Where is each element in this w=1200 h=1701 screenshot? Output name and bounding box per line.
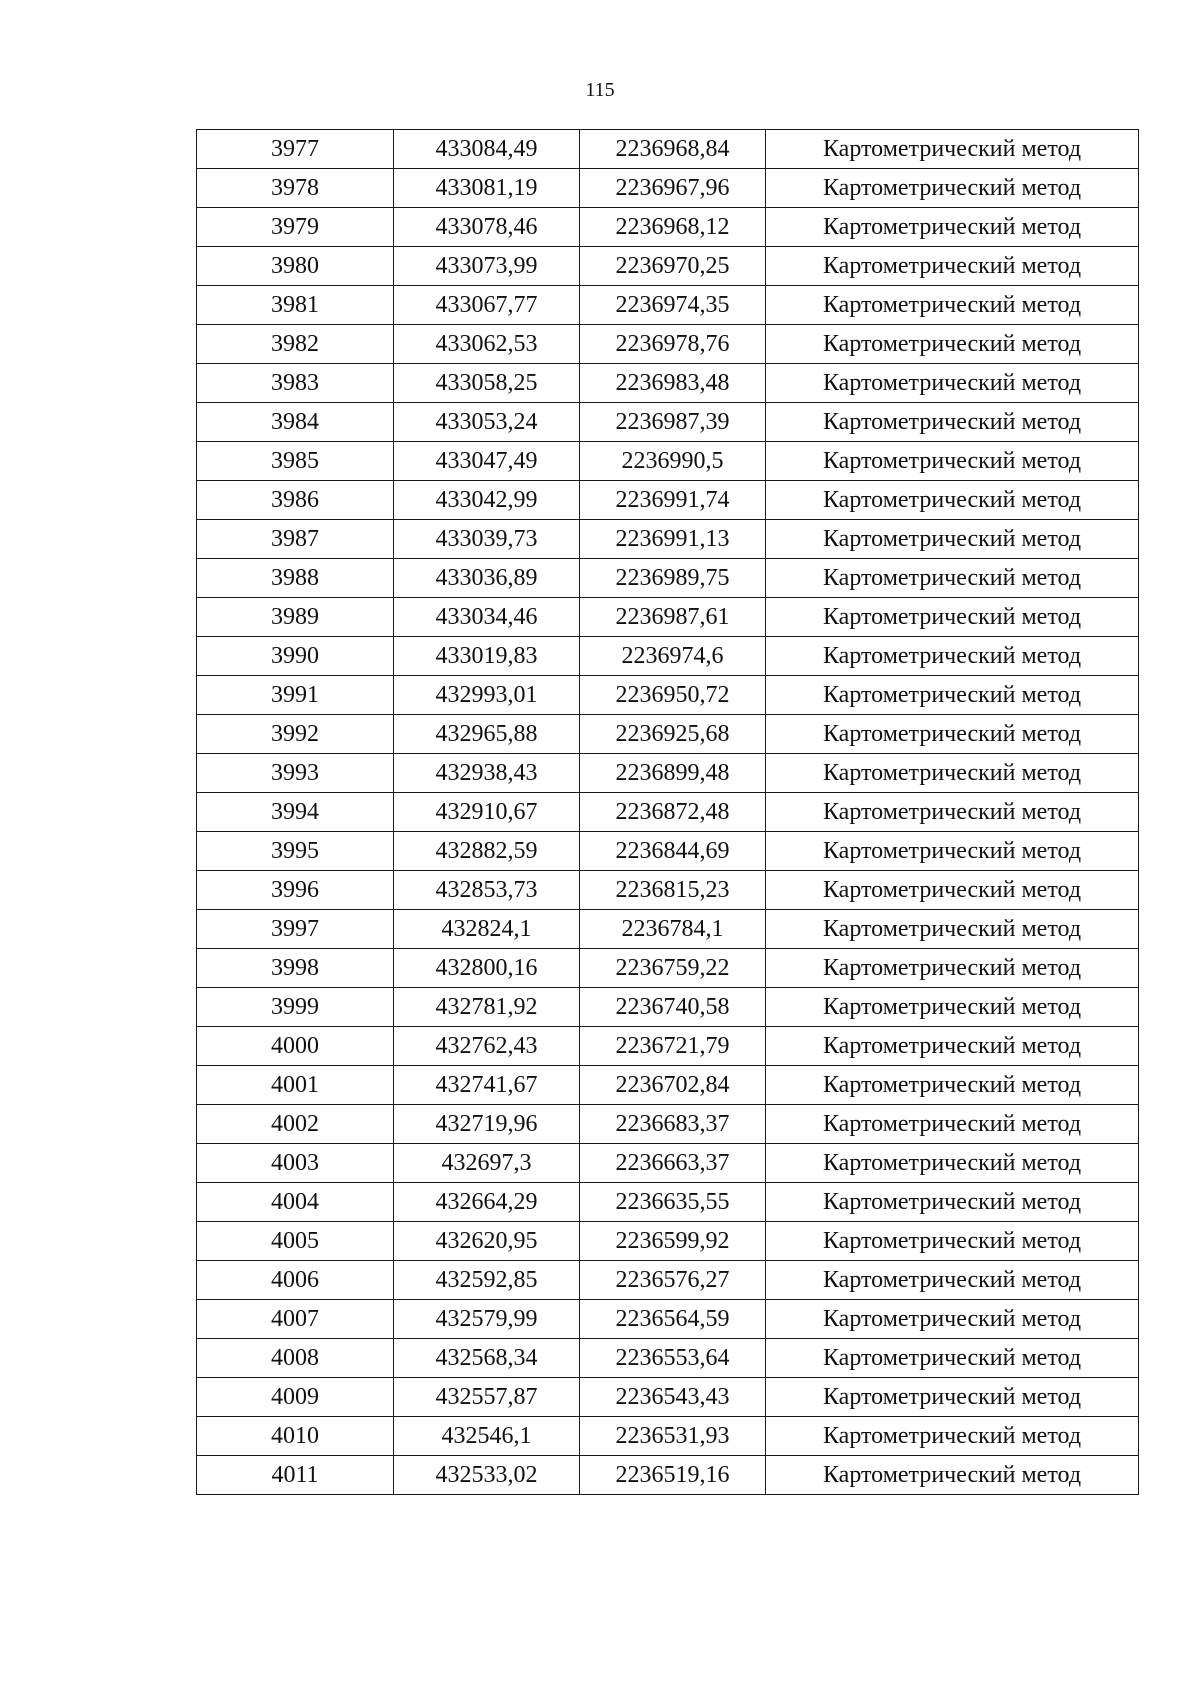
x-coordinate-cell: 432853,73 — [394, 871, 580, 910]
method-cell: Картометрический метод — [766, 325, 1139, 364]
method-cell: Картометрический метод — [766, 949, 1139, 988]
method-cell: Картометрический метод — [766, 1261, 1139, 1300]
method-cell: Картометрический метод — [766, 1456, 1139, 1495]
table-row — [197, 715, 1139, 754]
y-coordinate-cell: 2236519,16 — [580, 1456, 766, 1495]
point-number-cell: 4002 — [197, 1105, 394, 1144]
x-coordinate-cell: 432579,99 — [394, 1300, 580, 1339]
y-coordinate-cell: 2236987,39 — [580, 403, 766, 442]
method-cell: Картометрический метод — [766, 1300, 1139, 1339]
method-cell: Картометрический метод — [766, 364, 1139, 403]
x-coordinate-cell: 433084,49 — [394, 130, 580, 169]
table-row — [197, 637, 1139, 676]
x-coordinate-cell: 432741,67 — [394, 1066, 580, 1105]
point-number-cell: 3982 — [197, 325, 394, 364]
x-coordinate-cell: 432762,43 — [394, 1027, 580, 1066]
x-coordinate-cell: 433034,46 — [394, 598, 580, 637]
method-cell: Картометрический метод — [766, 1222, 1139, 1261]
y-coordinate-cell: 2236872,48 — [580, 793, 766, 832]
point-number-cell: 3988 — [197, 559, 394, 598]
x-coordinate-cell: 432592,85 — [394, 1261, 580, 1300]
table-row — [197, 247, 1139, 286]
point-number-cell: 3995 — [197, 832, 394, 871]
method-cell: Картометрический метод — [766, 910, 1139, 949]
point-number-cell: 3992 — [197, 715, 394, 754]
method-cell: Картометрический метод — [766, 1066, 1139, 1105]
point-number-cell: 3998 — [197, 949, 394, 988]
y-coordinate-cell: 2236967,96 — [580, 169, 766, 208]
table-row — [197, 988, 1139, 1027]
x-coordinate-cell: 433019,83 — [394, 637, 580, 676]
method-cell: Картометрический метод — [766, 1339, 1139, 1378]
method-cell: Картометрический метод — [766, 637, 1139, 676]
point-number-cell: 3978 — [197, 169, 394, 208]
point-number-cell: 4000 — [197, 1027, 394, 1066]
method-cell: Картометрический метод — [766, 754, 1139, 793]
method-cell: Картометрический метод — [766, 520, 1139, 559]
x-coordinate-cell: 432910,67 — [394, 793, 580, 832]
coordinates-table — [196, 129, 1139, 1495]
x-coordinate-cell: 433039,73 — [394, 520, 580, 559]
point-number-cell: 3997 — [197, 910, 394, 949]
table-row — [197, 1261, 1139, 1300]
table-row — [197, 910, 1139, 949]
x-coordinate-cell: 433073,99 — [394, 247, 580, 286]
y-coordinate-cell: 2236721,79 — [580, 1027, 766, 1066]
method-cell: Картометрический метод — [766, 208, 1139, 247]
table-row — [197, 793, 1139, 832]
table-row — [197, 1339, 1139, 1378]
x-coordinate-cell: 433058,25 — [394, 364, 580, 403]
point-number-cell: 3994 — [197, 793, 394, 832]
x-coordinate-cell: 432546,1 — [394, 1417, 580, 1456]
table-row — [197, 1378, 1139, 1417]
y-coordinate-cell: 2236968,84 — [580, 130, 766, 169]
x-coordinate-cell: 433042,99 — [394, 481, 580, 520]
method-cell: Картометрический метод — [766, 481, 1139, 520]
method-cell: Картометрический метод — [766, 988, 1139, 1027]
x-coordinate-cell: 432824,1 — [394, 910, 580, 949]
table-row — [197, 325, 1139, 364]
point-number-cell: 3985 — [197, 442, 394, 481]
point-number-cell: 4007 — [197, 1300, 394, 1339]
coordinates-table-body — [197, 130, 1139, 1495]
table-row — [197, 1066, 1139, 1105]
table-row — [197, 949, 1139, 988]
table-row — [197, 1417, 1139, 1456]
table-row — [197, 1105, 1139, 1144]
x-coordinate-cell: 432882,59 — [394, 832, 580, 871]
x-coordinate-cell: 432568,34 — [394, 1339, 580, 1378]
method-cell: Картометрический метод — [766, 1105, 1139, 1144]
y-coordinate-cell: 2236740,58 — [580, 988, 766, 1027]
y-coordinate-cell: 2236553,64 — [580, 1339, 766, 1378]
y-coordinate-cell: 2236899,48 — [580, 754, 766, 793]
x-coordinate-cell: 432664,29 — [394, 1183, 580, 1222]
y-coordinate-cell: 2236543,43 — [580, 1378, 766, 1417]
table-row — [197, 208, 1139, 247]
y-coordinate-cell: 2236844,69 — [580, 832, 766, 871]
y-coordinate-cell: 2236978,76 — [580, 325, 766, 364]
point-number-cell: 3999 — [197, 988, 394, 1027]
method-cell: Картометрический метод — [766, 403, 1139, 442]
table-row — [197, 520, 1139, 559]
y-coordinate-cell: 2236683,37 — [580, 1105, 766, 1144]
method-cell: Картометрический метод — [766, 832, 1139, 871]
point-number-cell: 3987 — [197, 520, 394, 559]
point-number-cell: 4004 — [197, 1183, 394, 1222]
point-number-cell: 3979 — [197, 208, 394, 247]
y-coordinate-cell: 2236974,35 — [580, 286, 766, 325]
method-cell: Картометрический метод — [766, 1183, 1139, 1222]
table-row — [197, 1300, 1139, 1339]
y-coordinate-cell: 2236564,59 — [580, 1300, 766, 1339]
y-coordinate-cell: 2236983,48 — [580, 364, 766, 403]
table-row — [197, 481, 1139, 520]
method-cell: Картометрический метод — [766, 1417, 1139, 1456]
y-coordinate-cell: 2236599,92 — [580, 1222, 766, 1261]
y-coordinate-cell: 2236950,72 — [580, 676, 766, 715]
method-cell: Картометрический метод — [766, 559, 1139, 598]
point-number-cell: 3986 — [197, 481, 394, 520]
y-coordinate-cell: 2236991,74 — [580, 481, 766, 520]
x-coordinate-cell: 433067,77 — [394, 286, 580, 325]
method-cell: Картометрический метод — [766, 130, 1139, 169]
method-cell: Картометрический метод — [766, 1027, 1139, 1066]
x-coordinate-cell: 433053,24 — [394, 403, 580, 442]
point-number-cell: 4008 — [197, 1339, 394, 1378]
point-number-cell: 4003 — [197, 1144, 394, 1183]
point-number-cell: 3984 — [197, 403, 394, 442]
x-coordinate-cell: 432800,16 — [394, 949, 580, 988]
x-coordinate-cell: 432719,96 — [394, 1105, 580, 1144]
table-row — [197, 676, 1139, 715]
y-coordinate-cell: 2236784,1 — [580, 910, 766, 949]
page-number: 115 — [585, 79, 615, 101]
x-coordinate-cell: 432781,92 — [394, 988, 580, 1027]
x-coordinate-cell: 433062,53 — [394, 325, 580, 364]
point-number-cell: 4009 — [197, 1378, 394, 1417]
method-cell: Картометрический метод — [766, 715, 1139, 754]
x-coordinate-cell: 432938,43 — [394, 754, 580, 793]
table-row — [197, 130, 1139, 169]
y-coordinate-cell: 2236925,68 — [580, 715, 766, 754]
table-row — [197, 832, 1139, 871]
method-cell: Картометрический метод — [766, 598, 1139, 637]
table-row — [197, 871, 1139, 910]
y-coordinate-cell: 2236970,25 — [580, 247, 766, 286]
y-coordinate-cell: 2236974,6 — [580, 637, 766, 676]
x-coordinate-cell: 432993,01 — [394, 676, 580, 715]
method-cell: Картометрический метод — [766, 247, 1139, 286]
point-number-cell: 3996 — [197, 871, 394, 910]
point-number-cell: 3980 — [197, 247, 394, 286]
y-coordinate-cell: 2236663,37 — [580, 1144, 766, 1183]
y-coordinate-cell: 2236968,12 — [580, 208, 766, 247]
method-cell: Картометрический метод — [766, 169, 1139, 208]
y-coordinate-cell: 2236635,55 — [580, 1183, 766, 1222]
y-coordinate-cell: 2236702,84 — [580, 1066, 766, 1105]
x-coordinate-cell: 433078,46 — [394, 208, 580, 247]
method-cell: Картометрический метод — [766, 442, 1139, 481]
point-number-cell: 4010 — [197, 1417, 394, 1456]
x-coordinate-cell: 433047,49 — [394, 442, 580, 481]
table-row — [197, 754, 1139, 793]
y-coordinate-cell: 2236987,61 — [580, 598, 766, 637]
method-cell: Картометрический метод — [766, 793, 1139, 832]
point-number-cell: 4011 — [197, 1456, 394, 1495]
table-row — [197, 364, 1139, 403]
y-coordinate-cell: 2236815,23 — [580, 871, 766, 910]
table-row — [197, 286, 1139, 325]
table-row — [197, 403, 1139, 442]
x-coordinate-cell: 432697,3 — [394, 1144, 580, 1183]
y-coordinate-cell: 2236991,13 — [580, 520, 766, 559]
point-number-cell: 3989 — [197, 598, 394, 637]
point-number-cell: 3991 — [197, 676, 394, 715]
point-number-cell: 3990 — [197, 637, 394, 676]
x-coordinate-cell: 433036,89 — [394, 559, 580, 598]
point-number-cell: 4001 — [197, 1066, 394, 1105]
table-row — [197, 1183, 1139, 1222]
method-cell: Картометрический метод — [766, 1378, 1139, 1417]
y-coordinate-cell: 2236990,5 — [580, 442, 766, 481]
point-number-cell: 3981 — [197, 286, 394, 325]
method-cell: Картометрический метод — [766, 1144, 1139, 1183]
table-row — [197, 1144, 1139, 1183]
x-coordinate-cell: 432533,02 — [394, 1456, 580, 1495]
method-cell: Картометрический метод — [766, 286, 1139, 325]
point-number-cell: 4005 — [197, 1222, 394, 1261]
table-row — [197, 169, 1139, 208]
point-number-cell: 4006 — [197, 1261, 394, 1300]
y-coordinate-cell: 2236989,75 — [580, 559, 766, 598]
method-cell: Картометрический метод — [766, 871, 1139, 910]
table-row — [197, 559, 1139, 598]
table-row — [197, 1456, 1139, 1495]
x-coordinate-cell: 432620,95 — [394, 1222, 580, 1261]
point-number-cell: 3993 — [197, 754, 394, 793]
x-coordinate-cell: 433081,19 — [394, 169, 580, 208]
table-row — [197, 1222, 1139, 1261]
y-coordinate-cell: 2236759,22 — [580, 949, 766, 988]
y-coordinate-cell: 2236576,27 — [580, 1261, 766, 1300]
point-number-cell: 3983 — [197, 364, 394, 403]
table-row — [197, 442, 1139, 481]
table-row — [197, 1027, 1139, 1066]
y-coordinate-cell: 2236531,93 — [580, 1417, 766, 1456]
point-number-cell: 3977 — [197, 130, 394, 169]
x-coordinate-cell: 432557,87 — [394, 1378, 580, 1417]
table-row — [197, 598, 1139, 637]
method-cell: Картометрический метод — [766, 676, 1139, 715]
x-coordinate-cell: 432965,88 — [394, 715, 580, 754]
